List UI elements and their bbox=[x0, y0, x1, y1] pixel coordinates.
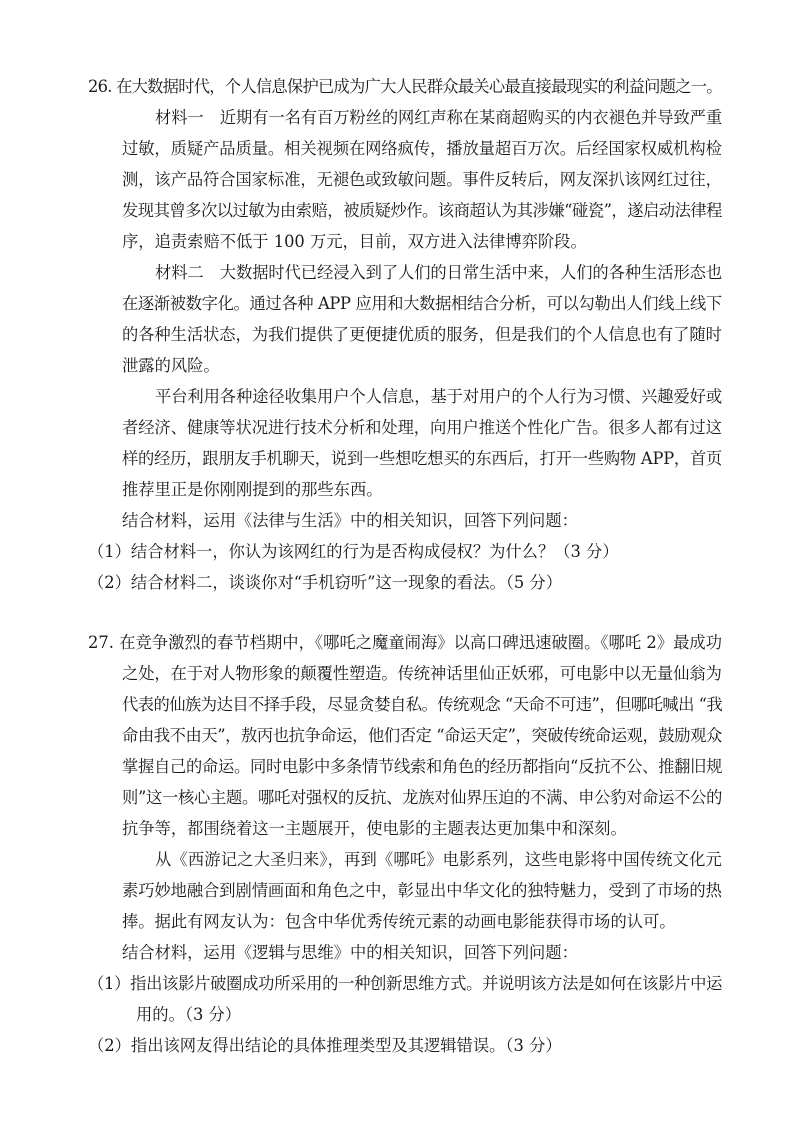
question-27-para2-line: 捧。据此有网友认为：包含中华优秀传统元素的动画电影能获得市场的认可。 bbox=[122, 912, 676, 931]
question-27-sub-1-cont: 用的。（3 分） bbox=[136, 1005, 242, 1024]
question-26-instruction: 结合材料，运用《法律与生活》中的相关知识，回答下列问题： bbox=[122, 511, 578, 530]
question-27-line: 则”这一核心主题。哪吒对强权的反抗、龙族对仙界压迫的不满、申公豹对命运不公的 bbox=[122, 788, 723, 807]
question-26-stem: 26. 在大数据时代，个人信息保护已成为广大人民群众最关心最直接最现实的利益问题之一。 bbox=[88, 77, 722, 96]
question-26-sub-1: （1）结合材料一，你认为该网红的行为是否构成侵权？为什么？（3 分） bbox=[88, 542, 619, 561]
question-27-line: 抗争等，都围绕着这一主题展开，使电影的主题表达更加集中和深刻。 bbox=[122, 819, 627, 838]
question-27-line: 之处，在于对人物形象的颠覆性塑造。传统神话里仙正妖邪，可电影中以无量仙翁为 bbox=[122, 664, 722, 683]
material-2-line: 泄露的风险。 bbox=[122, 356, 220, 375]
material-2-line: 材料二 大数据时代已经浸入到了人们的日常生活中来，人们的各种生活形态也 bbox=[155, 263, 723, 282]
question-26-sub-2: （2）结合材料二，谈谈你对“手机窃听”这一现象的看法。（5 分） bbox=[88, 573, 562, 592]
question-27-sub-1: （1）指出该影片破圈成功所采用的一种创新思维方式。并说明该方法是如何在该影片中运 bbox=[88, 974, 723, 993]
question-27-line: 27. 在竞争激烈的春节档期中，《哪吒之魔童闹海》以高口碑迅速破圈。《哪吒 2》最成功 bbox=[88, 633, 723, 652]
material-2-line: 在逐渐被数字化。通过各种 APP 应用和大数据相结合分析，可以勾勒出人们线上线下 bbox=[122, 294, 722, 313]
material-2b-line: 者经济、健康等状况进行技术分析和处理，向用户推送个性化广告。很多人都有过这 bbox=[122, 418, 722, 437]
material-2b-line: 平台利用各种途径收集用户个人信息，基于对用户的个人行为习惯、兴趣爱好或 bbox=[155, 387, 723, 406]
question-27-line: 代表的仙族为达目不择手段，尽显贪婪自私。传统观念 “天命不可违”，但哪吒喊出 “我 bbox=[122, 695, 723, 714]
question-27-para2-line: 素巧妙地融合到剧情画面和角色之中，彰显出中华文化的独特魅力，受到了市场的热 bbox=[122, 881, 722, 900]
question-27-para2-line: 从《西游记之大圣归来》，再到《哪吒》电影系列，这些电影将中国传统文化元 bbox=[155, 850, 722, 869]
question-27-line: 掌握自己的命运。同时电影中多条情节线索和角色的经历都指向“反抗不公、推翻旧规 bbox=[122, 757, 723, 776]
material-1-line: 测，该产品符合国家标准，无褪色或致敏问题。事件反转后，网友深扒该网红过往， bbox=[122, 170, 722, 189]
material-1-line: 发现其曾多次以过敏为由索赔，被质疑炒作。该商超认为其涉嫌“碰瓷”，遂启动法律程 bbox=[122, 201, 722, 220]
material-1-line: 序，追责索赔不低于 100 万元，目前，双方进入法律博弈阶段。 bbox=[122, 232, 587, 251]
material-1-line: 材料一 近期有一名有百万粉丝的网红声称在某商超购买的内衣褪色并导致严重 bbox=[155, 108, 723, 127]
question-27-line: 命由我不由天”，敖丙也抗争命运，他们否定 “命运天定”，突破传统命运观，鼓励观众 bbox=[122, 726, 722, 745]
question-27-sub-2: （2）指出该网友得出结论的具体推理类型及其逻辑错误。（3 分） bbox=[88, 1036, 562, 1055]
material-2b-line: 样的经历，跟朋友手机聊天，说到一些想吃想买的东西后，打开一些购物 APP，首页 bbox=[122, 449, 723, 468]
material-2-line: 的各种生活状态，为我们提供了更便捷优质的服务，但是我们的个人信息也有了随时 bbox=[122, 325, 722, 344]
material-2b-line: 推荐里正是你刚刚提到的那些东西。 bbox=[122, 480, 383, 499]
question-27-instruction: 结合材料，运用《逻辑与思维》中的相关知识，回答下列问题： bbox=[122, 943, 578, 962]
material-1-line: 过敏，质疑产品质量。相关视频在网络疯传，播放量超百万次。后经国家权威机构检 bbox=[122, 139, 722, 158]
